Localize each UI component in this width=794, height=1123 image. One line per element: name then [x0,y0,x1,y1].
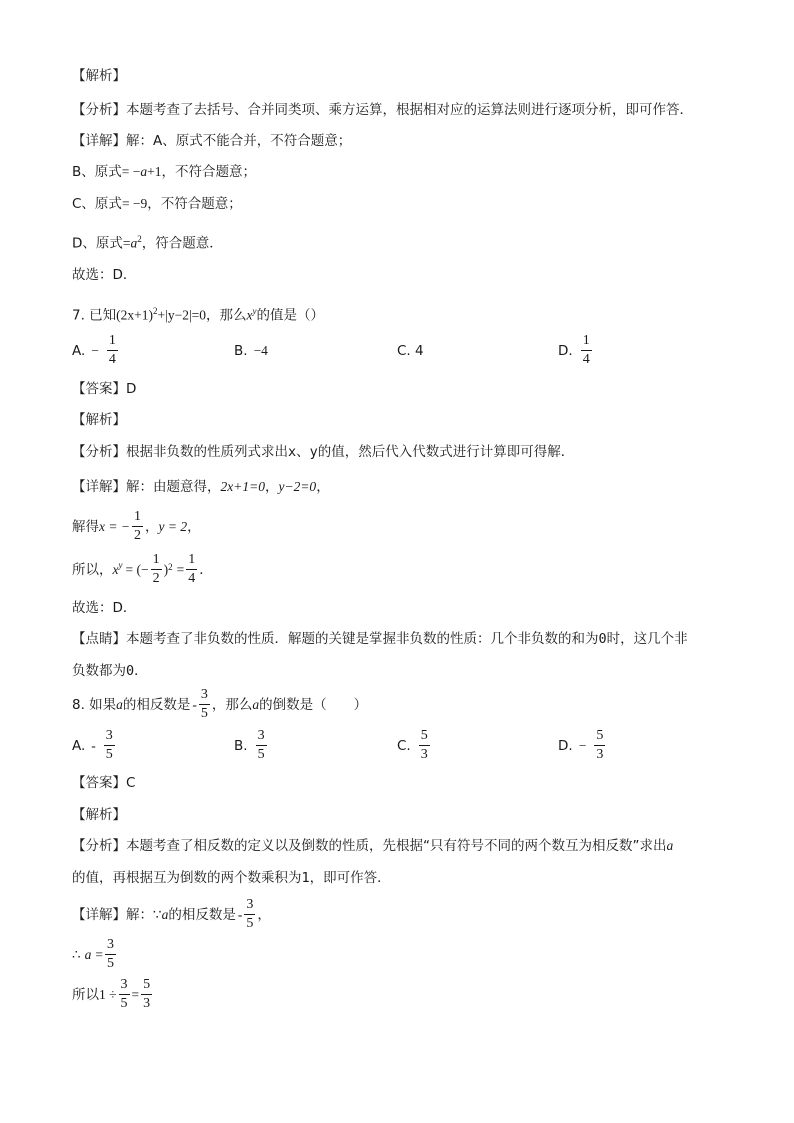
text: 【分析】根据非负数的性质列式求出 [72,444,288,460]
numerator: 3 [119,978,130,995]
sign: - [237,906,243,922]
denominator: 5 [106,956,114,971]
var: a [666,838,674,853]
denominator: 5 [246,916,254,931]
var: a [140,164,148,179]
fraction [105,938,116,971]
expr: (2x+1) [116,307,154,323]
text: 【点睛】本题考查了非负数的性质．解题的关键是掌握非负数的性质：几个非负数的和为 [72,631,599,647]
option-label: D. [558,737,573,754]
exponent: y [118,560,123,570]
q7-choice: 故选：D． [72,600,137,616]
q7-option-c [397,343,424,359]
q8-jiexi-heading: 【解析】 [72,807,126,823]
q7-answer: 【答案】D [72,381,137,397]
text: 的值，然后代入代数式进行计算即可得解． [317,444,575,460]
option-label: C. [397,737,411,754]
denominator: 4 [108,352,116,367]
q7-option-d [558,334,594,367]
q7-so-line [72,553,213,586]
text: 【分析】本题考查了相反数的定义以及倒数的性质，先根据“只有符号不同的两个数互为相反数”求出 [72,838,667,854]
text: 的值，再根据互为倒数的两个数乘积为 [72,870,302,886]
q8-answer: 【答案】C [72,775,136,791]
fraction [594,729,605,762]
text: C、原式 [72,196,122,212]
q8-option-a [72,729,117,762]
text: = (− [125,561,149,577]
text: = [95,946,103,962]
text: = [176,561,185,577]
exponent: y [252,306,257,316]
q7-option-a [72,334,120,367]
denominator: 2 [152,571,160,586]
text: 的相反数是 [168,906,236,923]
q7-solve-line [72,510,201,543]
numerator: 3 [244,898,255,915]
denominator: 3 [420,747,428,762]
q8-detail [72,898,271,931]
text: 的倒数是（ ） [259,696,368,713]
fraction [141,978,152,1011]
numerator: 3 [104,729,115,746]
numerator: 1 [107,334,118,351]
exponent: 2 [153,306,158,316]
text: 7. 已知 [72,307,117,324]
fraction [104,729,115,762]
text: +1 [147,164,162,179]
numerator: 1 [132,510,143,527]
q8-analysis-line1 [72,836,673,856]
text: 解得 [72,518,99,535]
var: a [161,906,169,922]
text: B、原式 [72,164,122,180]
exponent: 2 [168,562,173,572]
numerator: 1 [151,553,162,570]
denominator: 5 [120,996,128,1011]
fraction [244,898,255,931]
equation: 2x+1=0 [220,479,265,494]
text: 【详解】解：由题意得， [72,479,221,495]
text: ． [199,561,213,578]
numerator: 1 [186,553,197,570]
text: ，不符合题意； [161,164,256,180]
text: = [122,235,131,251]
q7-jiexi-heading: 【解析】 [72,412,126,428]
var: a [84,946,92,962]
q8-stem [72,688,367,721]
q7-remark-line2 [72,661,148,681]
fraction [419,729,430,762]
sign: − [91,342,99,358]
text: 【详解】解：∵ [72,906,162,923]
q7-detail [72,477,330,497]
q6-choice: 故选：D． [72,267,137,283]
option-label: B. [234,737,248,754]
fraction [107,334,118,367]
q6-jiexi-heading: 【解析】 [72,68,126,84]
numerator: 3 [105,938,116,955]
text: 所以， [72,561,113,578]
q8-option-c [397,729,432,762]
text: ， [187,518,201,535]
value: −4 [253,343,268,358]
exponent: 2 [137,234,142,244]
option-label: D. [558,342,573,359]
text: ，不符合题意； [147,196,242,212]
text: 0 [126,663,135,679]
therefore-symbol: ∴ [72,946,81,962]
denominator: 3 [596,747,604,762]
text: 所以 [72,986,99,1003]
text: = −9 [121,196,148,211]
numerator: 1 [581,334,592,351]
option-label: B. [234,343,248,359]
q6-option-b-line [72,162,256,182]
text: ) [163,561,169,577]
text: ． [134,663,148,679]
denominator: 5 [257,747,265,762]
numerator: 5 [419,729,430,746]
denominator: 4 [188,571,196,586]
fraction [119,978,130,1011]
text: = − [121,164,141,179]
q6-option-c-line [72,194,242,214]
text: ， [257,906,271,923]
fraction [199,688,210,721]
text: 的值是（） [256,307,325,324]
text: 1 ÷ [99,986,117,1002]
equation: y−2=0 [278,479,317,494]
text: 0 [598,631,607,647]
fraction [151,553,162,586]
fraction [132,510,143,543]
text: ，那么 [211,696,253,713]
text: 时，这几个非 [606,631,688,647]
var: x [112,561,119,577]
text: ，即可作答． [309,870,391,886]
text: x、y [288,444,318,460]
denominator: 2 [133,528,141,543]
text: 的相反数是 [122,696,191,713]
denominator: 3 [143,996,151,1011]
var: a [252,696,260,712]
text: ， [264,479,279,495]
q6-option-d-line [72,229,223,254]
sign: − [578,737,587,753]
numerator: 5 [141,978,152,995]
option-label: A. [72,342,86,359]
q8-analysis-line2 [72,868,391,888]
sign: - [91,737,96,753]
text: 1 [301,870,310,886]
numerator: 3 [199,688,210,705]
fraction [186,553,197,586]
text: 8. 如果 [72,696,117,713]
denominator: 4 [582,352,590,367]
q6-analysis: 【分析】本题考查了去括号、合并同类项、乘方运算，根据相对应的运算法则进行逐项分析，即可作答． [72,102,693,118]
fraction [581,334,592,367]
q6-detail: 【详解】解：A、原式不能合并，不符合题意； [72,133,352,149]
expr: +|y−2|=0 [157,307,207,323]
numerator: 5 [594,729,605,746]
numerator: 3 [256,729,267,746]
sign: - [192,696,197,712]
q8-so-line [72,978,154,1011]
option-label: C. 4 [397,343,424,359]
var: a [130,235,138,251]
option-label: A. [72,737,86,754]
q7-stem [72,301,324,326]
denominator: 5 [105,747,113,762]
text: ， [144,518,159,535]
var: x [246,307,253,323]
text: ， [316,479,330,495]
text: D、原式 [72,235,123,252]
q7-remark-line1 [72,629,688,649]
text: ，那么 [206,307,247,324]
fraction [256,729,267,762]
equation: x = − [99,518,130,534]
text: ，符合题意． [141,235,223,252]
q7-option-b [234,343,268,359]
q7-analysis [72,442,574,462]
text: = [131,986,140,1002]
q8-therefore-line [72,938,118,971]
q8-option-d [558,729,607,762]
var: a [116,696,123,712]
q8-option-b [234,729,269,762]
equation: y = 2 [158,518,188,534]
denominator: 5 [200,706,208,721]
text: 负数都为 [72,663,126,679]
